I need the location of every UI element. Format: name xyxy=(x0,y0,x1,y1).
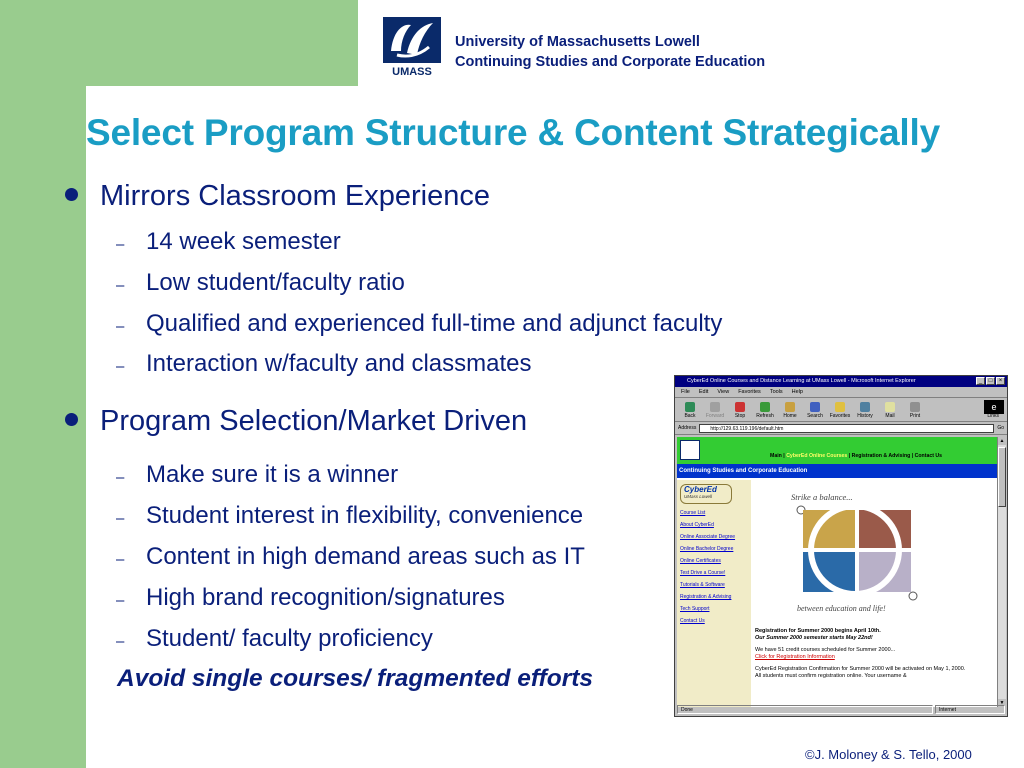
umass-logo-text: UMASS xyxy=(392,66,432,78)
status-zone: Internet xyxy=(935,705,1005,714)
cybered-logo-sub: UMass Lowell xyxy=(684,494,713,499)
site-sidebar xyxy=(677,480,751,707)
maximize-icon[interactable]: □ xyxy=(986,377,995,385)
print-button[interactable] xyxy=(904,402,926,419)
side-link-certificates[interactable]: Online Certificates xyxy=(680,558,721,564)
browser-screenshot xyxy=(674,375,1008,717)
go-button[interactable]: Go xyxy=(997,425,1004,431)
cybered-logo-text: CyberEd xyxy=(684,485,717,494)
menu-edit[interactable]: Edit xyxy=(698,389,709,395)
status-left: Done xyxy=(677,705,933,714)
sub-bullet-text: Student/ faculty proficiency xyxy=(146,625,433,652)
search-icon xyxy=(810,402,820,412)
scroll-thumb[interactable] xyxy=(998,447,1006,507)
site-umass-logo-icon xyxy=(680,440,700,460)
sub-bullet-text: 14 week semester xyxy=(146,228,341,255)
nav-contact[interactable]: Contact Us xyxy=(914,453,943,459)
back-button[interactable] xyxy=(679,402,701,419)
slide-title: Select Program Structure & Content Strategically xyxy=(86,112,940,153)
header-line-1: University of Massachusetts Lowell xyxy=(455,34,700,50)
links-label[interactable]: Links xyxy=(987,413,999,419)
side-link-tech-support[interactable]: Tech Support xyxy=(680,606,710,612)
back-icon xyxy=(685,402,695,412)
side-link-bachelor[interactable]: Online Bachelor Degree xyxy=(680,546,734,552)
site-main xyxy=(755,480,995,707)
green-frame-top xyxy=(0,0,358,86)
address-bar xyxy=(675,422,1007,435)
forward-button[interactable] xyxy=(704,402,726,419)
strike-balance-text: Strike a balance... xyxy=(791,492,853,502)
refresh-button[interactable] xyxy=(754,402,776,419)
browser-menu-bar xyxy=(675,387,1007,398)
nav-main[interactable]: Main xyxy=(770,453,782,459)
side-link-course-list[interactable]: Course List xyxy=(680,510,706,516)
favorites-icon xyxy=(835,402,845,412)
bullet-dot-icon xyxy=(65,413,78,426)
bullet-text: Mirrors Classroom Experience xyxy=(100,180,490,212)
print-label: Print xyxy=(909,413,921,419)
have-line: We have 51 credit courses scheduled for Summer 2000... xyxy=(755,647,896,653)
copyright: ©J. Moloney & S. Tello, 2000 xyxy=(805,747,972,762)
forward-icon xyxy=(710,402,720,412)
sub-bullet xyxy=(116,310,722,338)
sub-bullet xyxy=(116,350,532,378)
sub-bullet xyxy=(116,269,405,297)
side-link-about[interactable]: About CyberEd xyxy=(680,522,714,528)
sub-bullet xyxy=(116,502,583,530)
side-link-registration[interactable]: Registration & Advising xyxy=(680,594,732,600)
site-nav xyxy=(770,453,942,459)
reg-line-1: Registration for Summer 2000 begins April 10th. xyxy=(755,628,881,634)
home-icon xyxy=(785,402,795,412)
sub-bullet xyxy=(116,584,505,612)
dash-icon: – xyxy=(116,551,125,568)
dash-icon: – xyxy=(116,358,125,375)
sub-bullet-text: Low student/faculty ratio xyxy=(146,269,405,296)
confirm-line: CyberEd Registration Confirmation for Summer 2000 will be activated on May 1, 2000. All students must confirm registration online. Your username & xyxy=(755,666,966,679)
browser-scrollbar[interactable] xyxy=(997,437,1006,707)
side-link-contact[interactable]: Contact Us xyxy=(680,618,705,624)
address-input[interactable]: http://129.63.119.196/default.htm xyxy=(699,424,994,433)
refresh-icon xyxy=(760,402,770,412)
stop-label: Stop xyxy=(734,413,746,419)
between-text: between education and life! xyxy=(797,604,886,613)
umass-logo-icon xyxy=(383,17,441,78)
home-button[interactable] xyxy=(779,402,801,419)
sub-bullet-text: Content in high demand areas such as IT xyxy=(146,543,585,570)
reg-line-2: Our Summer 2000 semester starts May 22nd! xyxy=(755,635,873,641)
sub-bullet xyxy=(116,228,341,256)
nav-separator: | xyxy=(911,453,914,459)
sub-bullet-text: Make sure it is a winner xyxy=(146,461,399,488)
menu-tools[interactable]: Tools xyxy=(769,389,783,395)
nav-separator: | xyxy=(783,453,785,459)
institution-header xyxy=(455,32,765,72)
dash-icon: – xyxy=(116,633,125,650)
sub-bullet-text: Qualified and experienced full-time and adjunct faculty xyxy=(146,310,723,337)
sub-bullet xyxy=(116,625,433,653)
dash-icon: – xyxy=(116,510,125,527)
minimize-icon[interactable]: _ xyxy=(976,377,985,385)
forward-label: Forward xyxy=(705,413,725,419)
bullet-1 xyxy=(65,180,490,213)
history-icon xyxy=(860,402,870,412)
close-icon[interactable]: × xyxy=(996,377,1005,385)
dash-icon: – xyxy=(116,592,125,609)
bullet-dot-icon xyxy=(65,188,78,201)
home-label: Home xyxy=(783,413,797,419)
site-header xyxy=(677,437,998,464)
ie-logo-icon: e xyxy=(984,400,1004,414)
history-label: History xyxy=(857,413,873,419)
cybered-logo xyxy=(680,484,732,504)
side-link-associate[interactable]: Online Associate Degree xyxy=(680,534,736,540)
sub-bullet-text: High brand recognition/signatures xyxy=(146,584,505,611)
registration-info-link[interactable]: Click for Registration Information xyxy=(755,654,835,660)
browser-status-bar xyxy=(677,705,1005,714)
bullet-text: Program Selection/Market Driven xyxy=(100,405,528,437)
browser-title-bar xyxy=(675,376,1007,387)
browser-title: CyberEd Online Courses and Distance Learning at UMass Lowell - Microsoft Internet Explorer xyxy=(687,378,916,384)
search-label: Search xyxy=(807,413,823,419)
mail-button[interactable] xyxy=(879,402,901,419)
dash-icon: – xyxy=(116,236,125,253)
history-button[interactable] xyxy=(854,402,876,419)
back-label: Back xyxy=(684,413,696,419)
side-link-tutorials[interactable]: Tutorials & Software xyxy=(680,582,725,588)
sub-bullet-text: Student interest in flexibility, convenience xyxy=(146,502,584,529)
header-line-2: Continuing Studies and Corporate Education xyxy=(455,54,766,70)
site-banner: Continuing Studies and Corporate Education xyxy=(677,464,998,478)
search-button[interactable] xyxy=(804,402,826,419)
address-label: Address xyxy=(678,425,697,431)
green-frame-left xyxy=(0,0,86,768)
nav-online-courses[interactable]: CyberEd Online Courses xyxy=(786,453,848,459)
mail-label: Mail xyxy=(885,413,895,419)
sub-bullet-text: Interaction w/faculty and classmates xyxy=(146,350,532,377)
sub-bullet xyxy=(116,461,398,489)
dash-icon: – xyxy=(116,469,125,486)
print-icon xyxy=(910,402,920,412)
menu-file[interactable]: File xyxy=(681,389,690,395)
menu-favorites[interactable]: Favorites xyxy=(738,389,761,395)
menu-view[interactable]: View xyxy=(717,389,730,395)
emphasis-note: Avoid single courses/ fragmented efforts xyxy=(117,665,594,692)
scroll-up-icon[interactable]: ▲ xyxy=(999,438,1005,444)
menu-help[interactable]: Help xyxy=(791,389,803,395)
scroll-down-icon[interactable]: ▼ xyxy=(999,700,1005,706)
browser-viewport xyxy=(677,437,998,707)
stop-icon xyxy=(735,402,745,412)
favorites-button[interactable] xyxy=(829,402,851,419)
browser-toolbar xyxy=(675,398,1007,422)
bullet-2 xyxy=(65,405,527,438)
side-link-test-drive[interactable]: Test Drive a Course! xyxy=(680,570,726,576)
favorites-label: Favorites xyxy=(829,413,851,419)
dash-icon: – xyxy=(116,318,125,335)
nav-separator: | xyxy=(848,453,851,459)
dash-icon: – xyxy=(116,277,125,294)
sub-bullet xyxy=(116,543,585,571)
refresh-label: Refresh xyxy=(756,413,774,419)
nav-registration[interactable]: Registration & Advising xyxy=(851,453,911,459)
collage-image xyxy=(791,504,921,602)
stop-button[interactable] xyxy=(729,402,751,419)
mail-icon xyxy=(885,402,895,412)
